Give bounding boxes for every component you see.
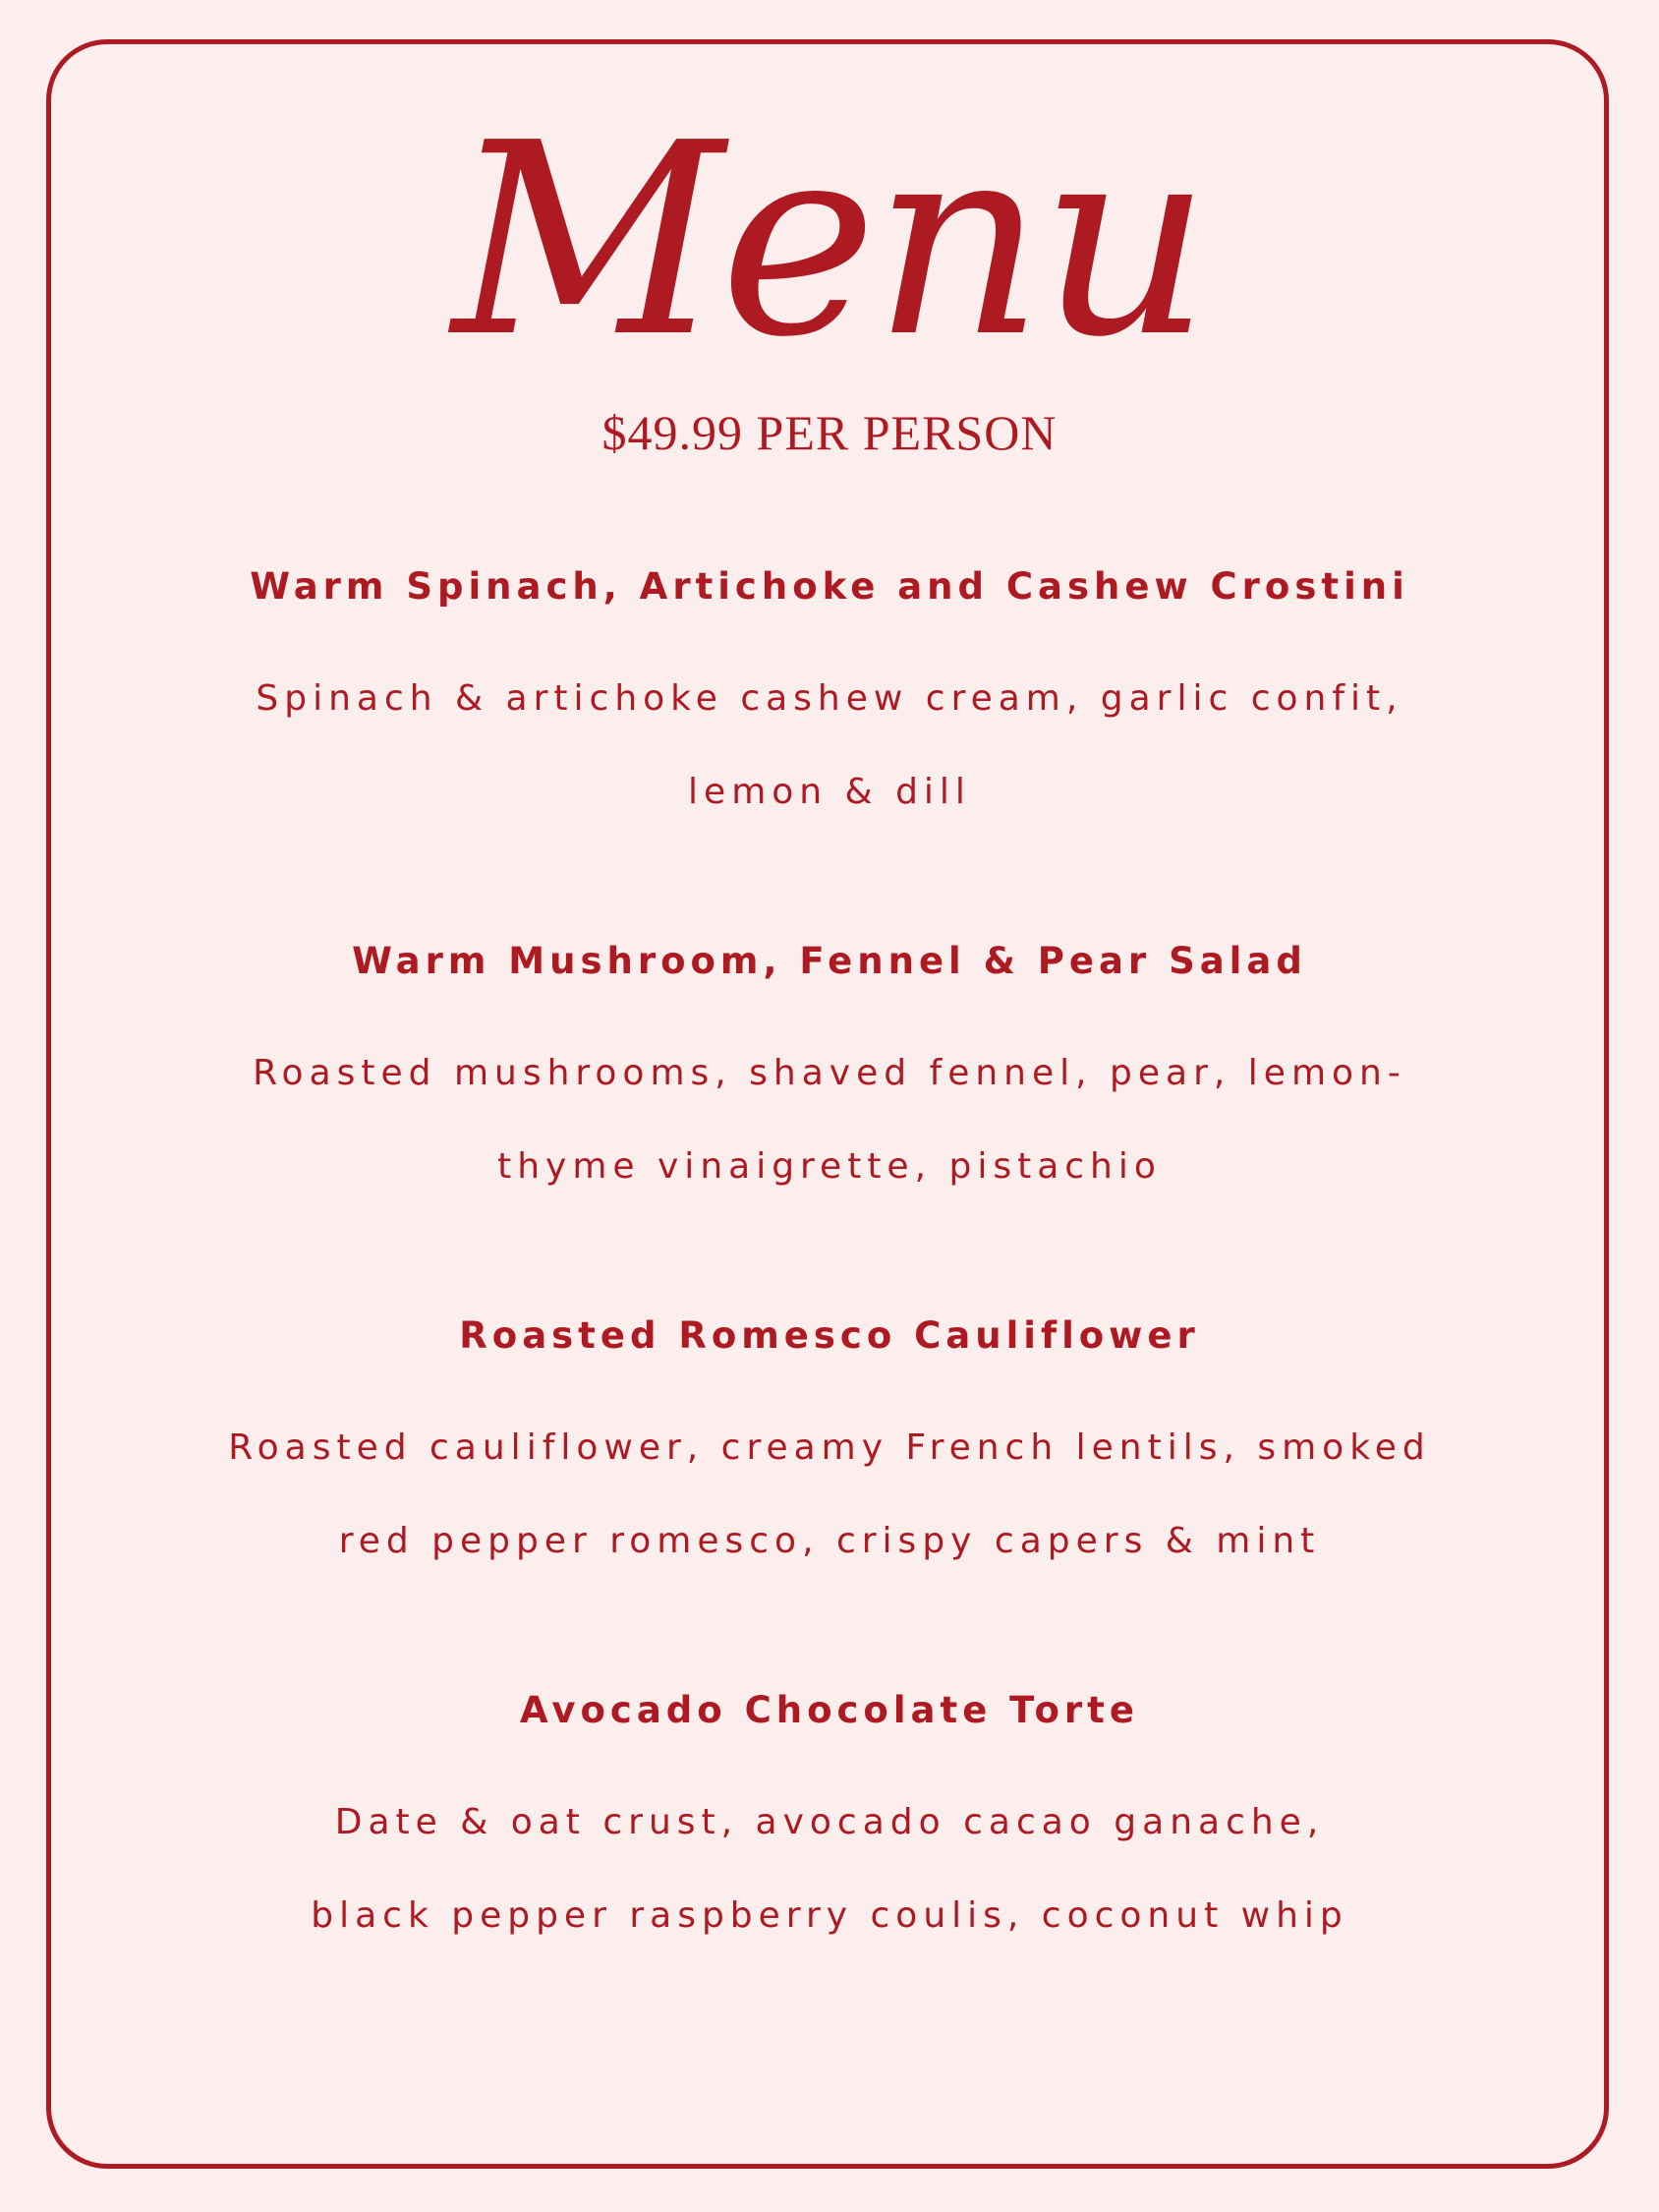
menu-item-description [0,652,1659,839]
menu-item-name: Avocado Chocolate Torte [520,1689,1139,1731]
menu-item-description [0,1401,1659,1588]
menu-item-cauliflower [0,1309,1659,1588]
menu-item-torte [0,1683,1659,1962]
menu-item-description-line: Spinach & artichoke cashew cream, garlic confit, [256,678,1403,719]
menu-item-description [0,1026,1659,1213]
menu-item-salad [0,934,1659,1213]
menu-item-description-line: lemon & dill [688,772,971,812]
menu-item-description-line: thyme vinaigrette, pistachio [497,1146,1162,1187]
menu-item-description [0,1775,1659,1962]
menu-item-description-line: Roasted cauliflower, creamy French lentils, smoked [228,1427,1431,1468]
menu-item-description-line: Roasted mushrooms, shaved fennel, pear, lemon- [253,1053,1406,1093]
menu-item-description-line: black pepper raspberry coulis, coconut whip [311,1895,1348,1936]
menu-item-description-line: Date & oat crust, avocado cacao ganache, [334,1802,1325,1842]
menu-price: $49.99 PER PERSON [601,405,1058,460]
menu-item-name: Warm Spinach, Artichoke and Cashew Crostini [250,565,1409,608]
menu-item-name: Warm Mushroom, Fennel & Pear Salad [352,940,1307,982]
menu-title: Menu [451,86,1208,395]
menu-item-crostini [0,559,1659,839]
menu-item-name: Roasted Romesco Cauliflower [459,1314,1200,1357]
menu-item-description-line: red pepper romesco, crispy capers & mint [338,1521,1321,1561]
